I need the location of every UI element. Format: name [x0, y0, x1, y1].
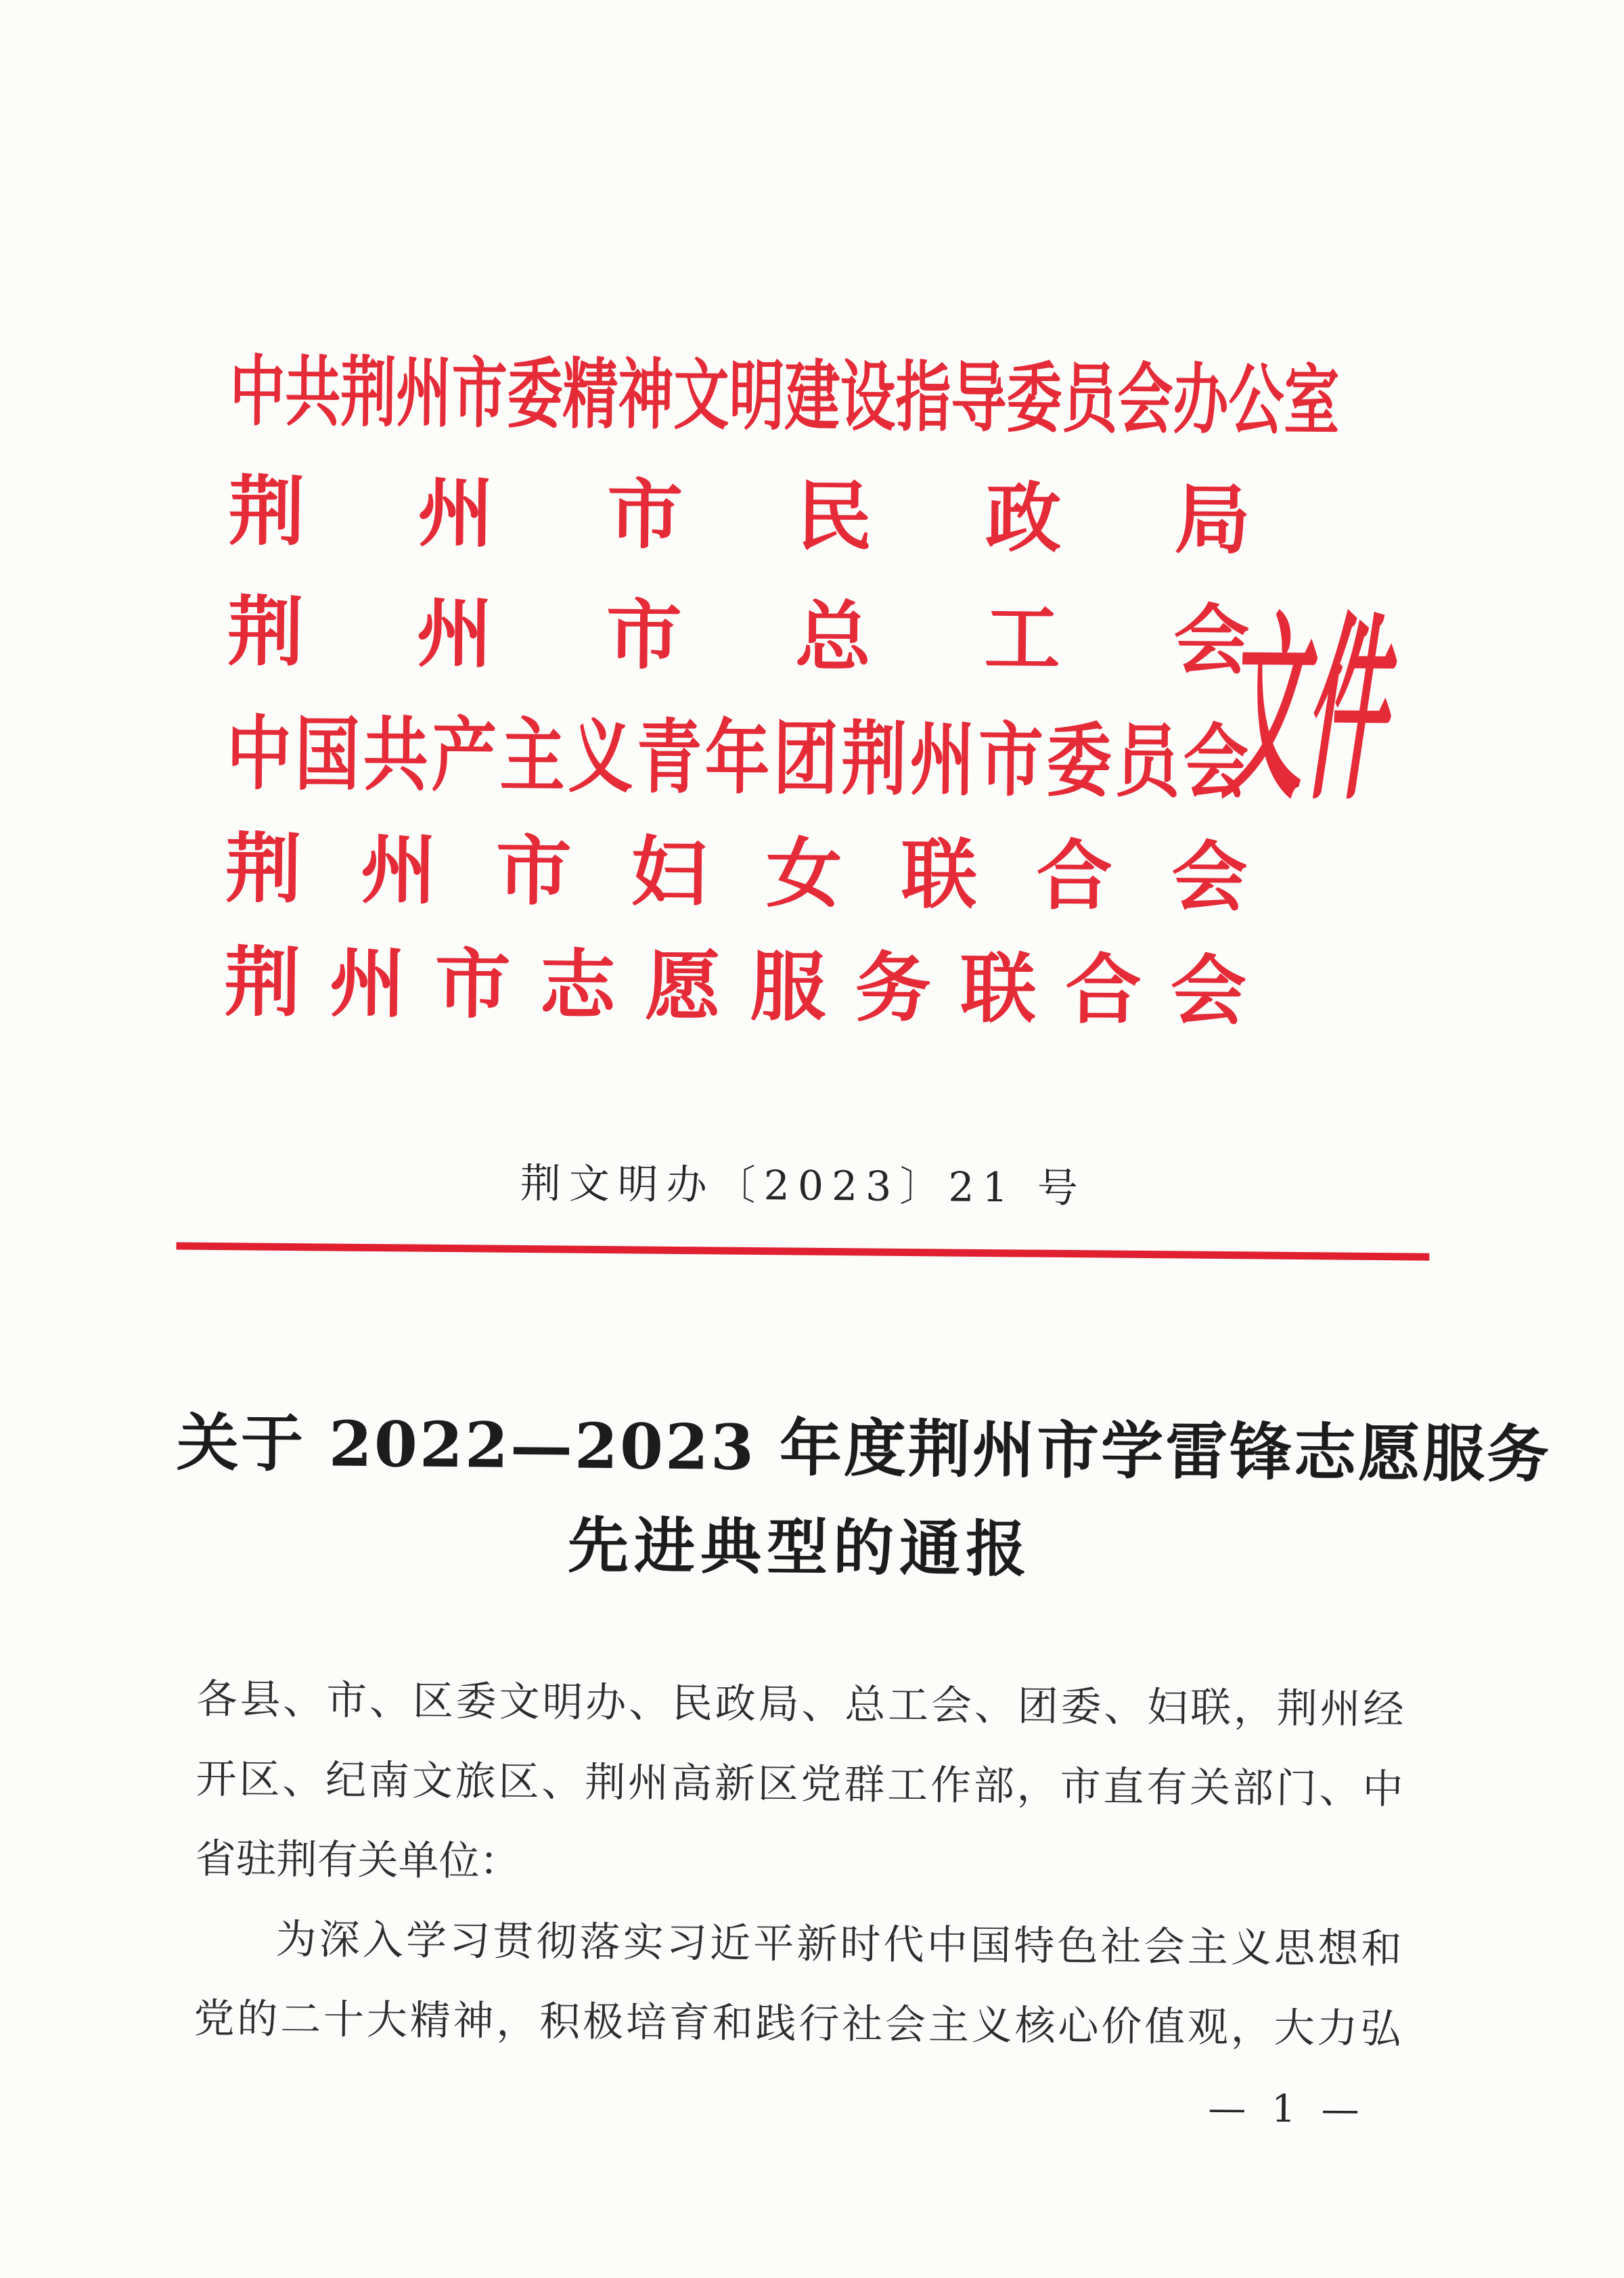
letterhead-org-line-3: 荆州市总工会: [227, 587, 1250, 686]
letterhead-org-line-5: 荆州市妇女联合会: [225, 824, 1248, 922]
paragraph-line-2: 党的二十大精神，积极培育和践行社会主义核心价值观，大力弘: [194, 1994, 1401, 2053]
letterhead-org-line-2: 荆州市民政局: [228, 467, 1251, 565]
letterhead-org-line-1: 中共荆州市委精神文明建设指导委员会办公室: [229, 347, 1340, 447]
salutation-line-2: 开区、纪南文旅区、荆州高新区党群工作部，市直有关部门、中: [196, 1755, 1403, 1814]
paragraph-line-1: 为深入学习贯彻落实习近平新时代中国特色社会主义思想和: [275, 1915, 1402, 1973]
salutation-line-1: 各县、市、区委文明办、民政局、总工会、团委、妇联，荆州经: [196, 1675, 1404, 1734]
document-number: 荆文明办〔2023〕21 号: [520, 1159, 1087, 1213]
salutation-line-3: 省驻荆有关单位：: [195, 1835, 520, 1885]
letterhead-org-line-6: 荆州市志愿服务联合会: [224, 938, 1247, 1036]
red-divider-line: [176, 1243, 1429, 1261]
page-number: — 1 —: [1208, 2086, 1366, 2132]
body-text: [194, 1659, 1404, 2070]
document-title-line-1: 关于 2022—2023 年度荆州市学雷锋志愿服务: [176, 1406, 1552, 1492]
document-title-line-2: 先进典型的通报: [567, 1509, 1033, 1586]
letterhead-org-line-4: 中国共产主义青年团荆州市委员会: [226, 705, 1249, 810]
wenjian-document-label: 文件: [1214, 591, 1412, 828]
